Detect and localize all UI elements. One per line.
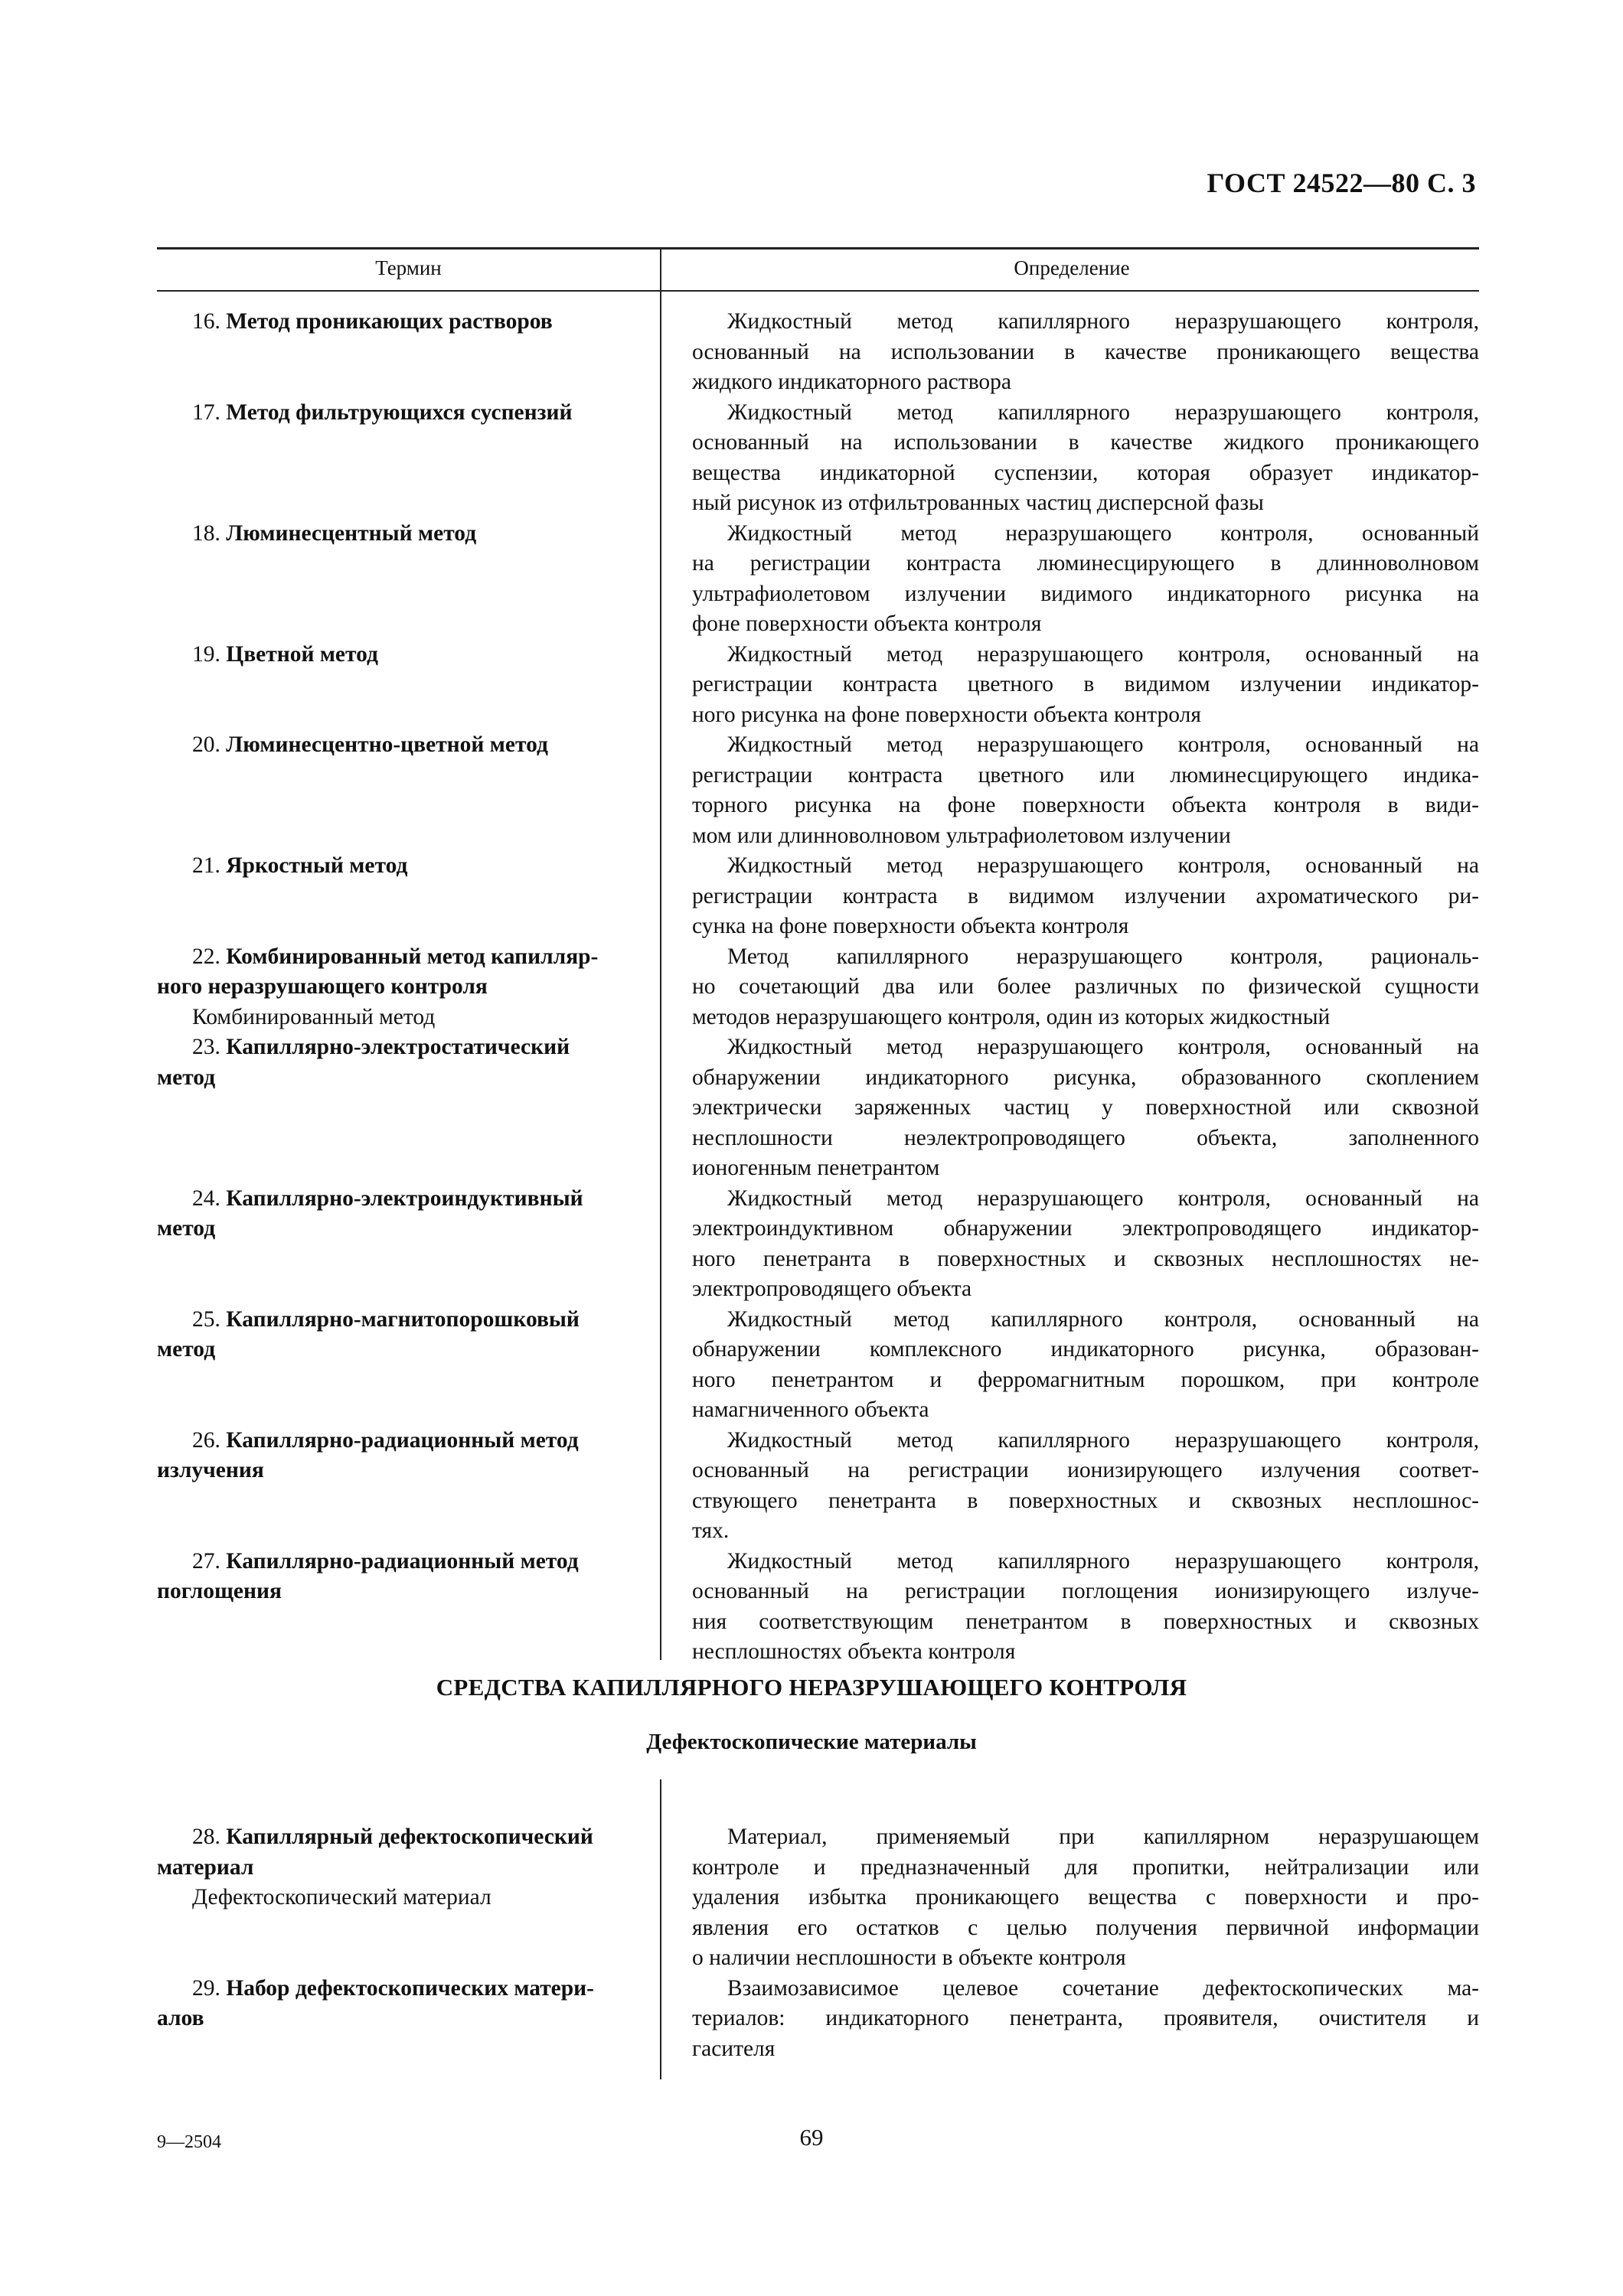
definition-line: Жидкостный метод капиллярного контроля, основанный на xyxy=(727,1306,1479,1332)
definition-line: Жидкостный метод неразрушающего контроля, основанный на xyxy=(727,853,1479,878)
definition-cell xyxy=(675,730,1479,851)
term-name: Цветной метод xyxy=(226,641,378,667)
term-number: 19. xyxy=(192,641,220,667)
term-line xyxy=(157,640,650,670)
materials-rows xyxy=(157,1822,1479,2064)
definition-cell xyxy=(675,640,1479,731)
term-name: Яркостный метод xyxy=(226,853,408,878)
definition-line: ионогенным пенетрантом xyxy=(692,1156,940,1180)
definition-line: сунка на фоне поверхности объекта контроля xyxy=(692,914,1129,938)
definition-cell xyxy=(675,1547,1479,1668)
definition-line: о наличии несплошности в объекте контроля xyxy=(692,1945,1126,1970)
definition-line: гасителя xyxy=(692,2036,776,2061)
standard-code-header: ГОСТ 24522—80 С. 3 xyxy=(1207,168,1476,198)
term-cell xyxy=(157,1547,656,1668)
definition-line: электропроводящего объекта xyxy=(692,1277,972,1301)
term-name-continuation: метод xyxy=(157,1216,216,1241)
term-cell xyxy=(157,1184,656,1305)
table-row xyxy=(157,1184,1479,1305)
footer-code: 9—2504 xyxy=(157,2132,221,2152)
table-row xyxy=(157,1974,1479,2065)
term-cell xyxy=(157,730,656,851)
definition-line: регистрации контраста цветного или люминесцирующего индика- xyxy=(692,762,1479,788)
table-row xyxy=(157,730,1479,851)
term-line xyxy=(157,942,650,973)
term-cell xyxy=(157,851,656,942)
term-name-continuation: излучения xyxy=(157,1458,264,1482)
definition-cell xyxy=(675,519,1479,640)
term-name-continuation: материал xyxy=(157,1854,254,1880)
definition-cell xyxy=(675,942,1479,1033)
term-name-continuation: алов xyxy=(157,2006,204,2030)
term-line xyxy=(157,519,650,550)
definition-line: фоне поверхности объекта контроля xyxy=(692,612,1042,636)
term-line xyxy=(157,1974,650,2004)
definition-line: регистрации контраста цветного в видимом излучении индикатор- xyxy=(692,672,1479,696)
term-line xyxy=(157,851,650,882)
term-number: 18. xyxy=(192,520,220,546)
section-title: СРЕДСТВА КАПИЛЛЯРНОГО НЕРАЗРУШАЮЩЕГО КОНТРОЛЯ xyxy=(436,1674,1187,1701)
term-cell xyxy=(157,398,656,519)
definition-line: основанный на регистрации поглощения ионизирующего излуче- xyxy=(692,1579,1479,1603)
definition-line: регистрации контраста в видимом излучении ахроматического ри- xyxy=(692,883,1479,908)
term-name-continuation: поглощения xyxy=(157,1579,282,1603)
column-header-term: Термин xyxy=(375,256,442,279)
term-number: 20. xyxy=(192,732,220,757)
term-number: 25. xyxy=(192,1306,220,1332)
definition-cell xyxy=(675,307,1479,398)
term-name-continuation: метод xyxy=(157,1065,216,1090)
definition-line: несплошности неэлектропроводящего объекта, заполненного xyxy=(692,1125,1479,1150)
term-number: 27. xyxy=(192,1548,220,1574)
definition-line: на регистрации контраста люминесцирующего в длинноволновом xyxy=(692,551,1479,576)
definition-line: Жидкостный метод капиллярного неразрушающего контроля, xyxy=(727,400,1479,425)
term-line xyxy=(157,307,650,338)
term-name: Метод проникающих растворов xyxy=(226,309,553,334)
definition-line: основанный на регистрации ионизирующего излучения соответ- xyxy=(692,1458,1479,1482)
definition-line: мом или длинноволновом ультрафиолетовом излучении xyxy=(692,823,1231,848)
table-row xyxy=(157,942,1479,1033)
definition-line: Жидкостный метод неразрушающего контроля, основанный на xyxy=(727,641,1479,667)
term-cell xyxy=(157,1974,656,2065)
term-name: Метод фильтрующихся суспензий xyxy=(226,400,573,425)
definition-line: Жидкостный метод неразрушающего контроля, основанный на xyxy=(727,1035,1479,1059)
term-number: 17. xyxy=(192,400,220,425)
section-subtitle: Дефектоскопические материалы xyxy=(646,1730,977,1754)
table-row xyxy=(157,1032,1479,1184)
term-cell xyxy=(157,1426,656,1547)
definition-line: обнаружении индикаторного рисунка, образованного скоплением xyxy=(692,1065,1479,1090)
definition-line: основанный на использовании в качестве проникающего вещества xyxy=(692,339,1479,364)
term-cell xyxy=(157,1305,656,1426)
definition-line: но сочетающий два или более различных по физической сущности xyxy=(692,974,1479,999)
definition-line: Жидкостный метод капиллярного неразрушающего контроля, xyxy=(727,1427,1479,1453)
definition-line: жидкого индикаторного раствора xyxy=(692,370,1012,394)
term-line xyxy=(157,1426,650,1456)
term-name: Комбинированный метод капилляр- xyxy=(226,944,599,969)
definition-cell xyxy=(675,1426,1479,1547)
term-cell xyxy=(157,1032,656,1184)
column-header-definition: Определение xyxy=(1014,256,1130,279)
definition-line: Жидкостный метод неразрушающего контроля, основанный на xyxy=(727,1186,1479,1211)
definition-line: Взаимозависимое целевое сочетание дефектоскопических ма- xyxy=(727,1975,1479,2001)
table-row xyxy=(157,307,1479,398)
definition-line: намагниченного объекта xyxy=(692,1397,929,1422)
term-synonym: Дефектоскопический материал xyxy=(192,1885,491,1910)
term-name: Капиллярно-радиационный метод xyxy=(226,1548,579,1574)
definition-cell xyxy=(675,1822,1479,1974)
definition-line: ультрафиолетовом излучении видимого индикаторного рисунка на xyxy=(692,581,1479,606)
term-cell xyxy=(157,307,656,398)
term-line xyxy=(157,730,650,761)
definition-cell xyxy=(675,1974,1479,2065)
term-name: Капиллярно-магнитопорошковый xyxy=(226,1306,580,1332)
definition-line: Метод капиллярного неразрушающего контроля, рациональ- xyxy=(727,944,1479,969)
definition-line: электроиндуктивном обнаружении электропроводящего индикатор- xyxy=(692,1216,1479,1241)
definition-line: териалов: индикаторного пенетранта, проявителя, очистителя и xyxy=(692,2006,1479,2030)
definition-line: ния соответствующим пенетрантом в поверхностных и сквозных xyxy=(692,1609,1479,1634)
definition-line: Материал, применяемый при капиллярном неразрушающем xyxy=(727,1825,1479,1849)
term-line xyxy=(157,1822,650,1853)
term-number: 22. xyxy=(192,944,220,969)
definition-line: электрически заряженных частиц у поверхностной или сквозной xyxy=(692,1095,1479,1120)
definition-line: несплошностях объекта контроля xyxy=(692,1639,1016,1664)
definition-cell xyxy=(675,398,1479,519)
term-line xyxy=(157,1547,650,1577)
table-row xyxy=(157,1426,1479,1547)
table-row xyxy=(157,640,1479,731)
definition-line: тях. xyxy=(692,1518,730,1543)
definition-cell xyxy=(675,851,1479,942)
definition-line: явления его остатков с целью получения первичной информации xyxy=(692,1915,1479,1940)
terms-rows xyxy=(157,307,1479,1668)
term-line xyxy=(157,398,650,429)
term-line xyxy=(157,1032,650,1063)
term-number: 21. xyxy=(192,853,220,878)
definition-line: контроле и предназначенный для пропитки, нейтрализации или xyxy=(692,1854,1479,1880)
table-top-rule xyxy=(157,247,1479,249)
term-line xyxy=(157,1305,650,1336)
term-cell xyxy=(157,519,656,640)
definition-line: ный рисунок из отфильтрованных частиц дисперсной фазы xyxy=(692,491,1264,515)
table-row xyxy=(157,519,1479,640)
term-cell xyxy=(157,1822,656,1974)
definition-line: обнаружении комплексного индикаторного рисунка, образован- xyxy=(692,1337,1479,1362)
term-name: Капиллярный дефектоскопический xyxy=(226,1825,593,1849)
term-number: 16. xyxy=(192,309,220,334)
definition-line: основанный на использовании в качестве жидкого проникающего xyxy=(692,430,1479,455)
term-number: 23. xyxy=(192,1035,220,1059)
term-line xyxy=(157,1184,650,1215)
table-row xyxy=(157,398,1479,519)
term-number: 29. xyxy=(192,1975,220,2001)
term-synonym: Комбинированный метод xyxy=(192,1004,436,1029)
definition-line: вещества индикаторной суспензии, которая образует индикатор- xyxy=(692,460,1479,485)
definition-line: Жидкостный метод неразрушающего контроля, основанный xyxy=(727,520,1479,546)
term-number: 28. xyxy=(192,1825,220,1849)
definition-cell xyxy=(675,1032,1479,1184)
term-name: Набор дефектоскопических матери- xyxy=(226,1975,595,2001)
term-name-continuation: метод xyxy=(157,1337,216,1362)
definition-line: ного пенетрантом и ферромагнитным порошком, при контроле xyxy=(692,1367,1479,1392)
table-row xyxy=(157,1547,1479,1668)
term-cell xyxy=(157,942,656,1033)
term-name: Капиллярно-радиационный метод xyxy=(226,1427,579,1453)
term-name: Люминесцентно-цветной метод xyxy=(226,732,548,757)
term-name: Люминесцентный метод xyxy=(226,520,477,546)
page-number: 69 xyxy=(799,2124,824,2151)
table-row xyxy=(157,1305,1479,1426)
term-number: 26. xyxy=(192,1427,220,1453)
definition-line: методов неразрушающего контроля, один из которых жидкостный xyxy=(692,1004,1331,1029)
table-row xyxy=(157,1822,1479,1974)
definition-cell xyxy=(675,1305,1479,1426)
table-header-rule xyxy=(157,290,1479,292)
definition-line: ствующего пенетранта в поверхностных и сквозных несплошнос- xyxy=(692,1488,1479,1513)
term-cell xyxy=(157,640,656,731)
term-name-continuation: ного неразрушающего контроля xyxy=(157,974,488,999)
term-number: 24. xyxy=(192,1186,220,1211)
definition-line: Жидкостный метод неразрушающего контроля, основанный на xyxy=(727,732,1479,757)
table-row xyxy=(157,851,1479,942)
definition-line: Жидкостный метод капиллярного неразрушающего контроля, xyxy=(727,309,1479,334)
definition-line: ного пенетранта в поверхностных и сквозных несплошностях не- xyxy=(692,1246,1479,1271)
definition-line: Жидкостный метод капиллярного неразрушающего контроля, xyxy=(727,1548,1479,1574)
definition-line: торного рисунка на фоне поверхности объекта контроля в види- xyxy=(692,793,1479,817)
definition-cell xyxy=(675,1184,1479,1305)
term-name: Капиллярно-электростатический xyxy=(226,1035,570,1059)
definition-line: удаления избытка проникающего вещества с поверхности и про- xyxy=(692,1885,1479,1910)
term-name: Капиллярно-электроиндуктивный xyxy=(226,1186,583,1211)
definition-line: ного рисунка на фоне поверхности объекта контроля xyxy=(692,702,1201,727)
